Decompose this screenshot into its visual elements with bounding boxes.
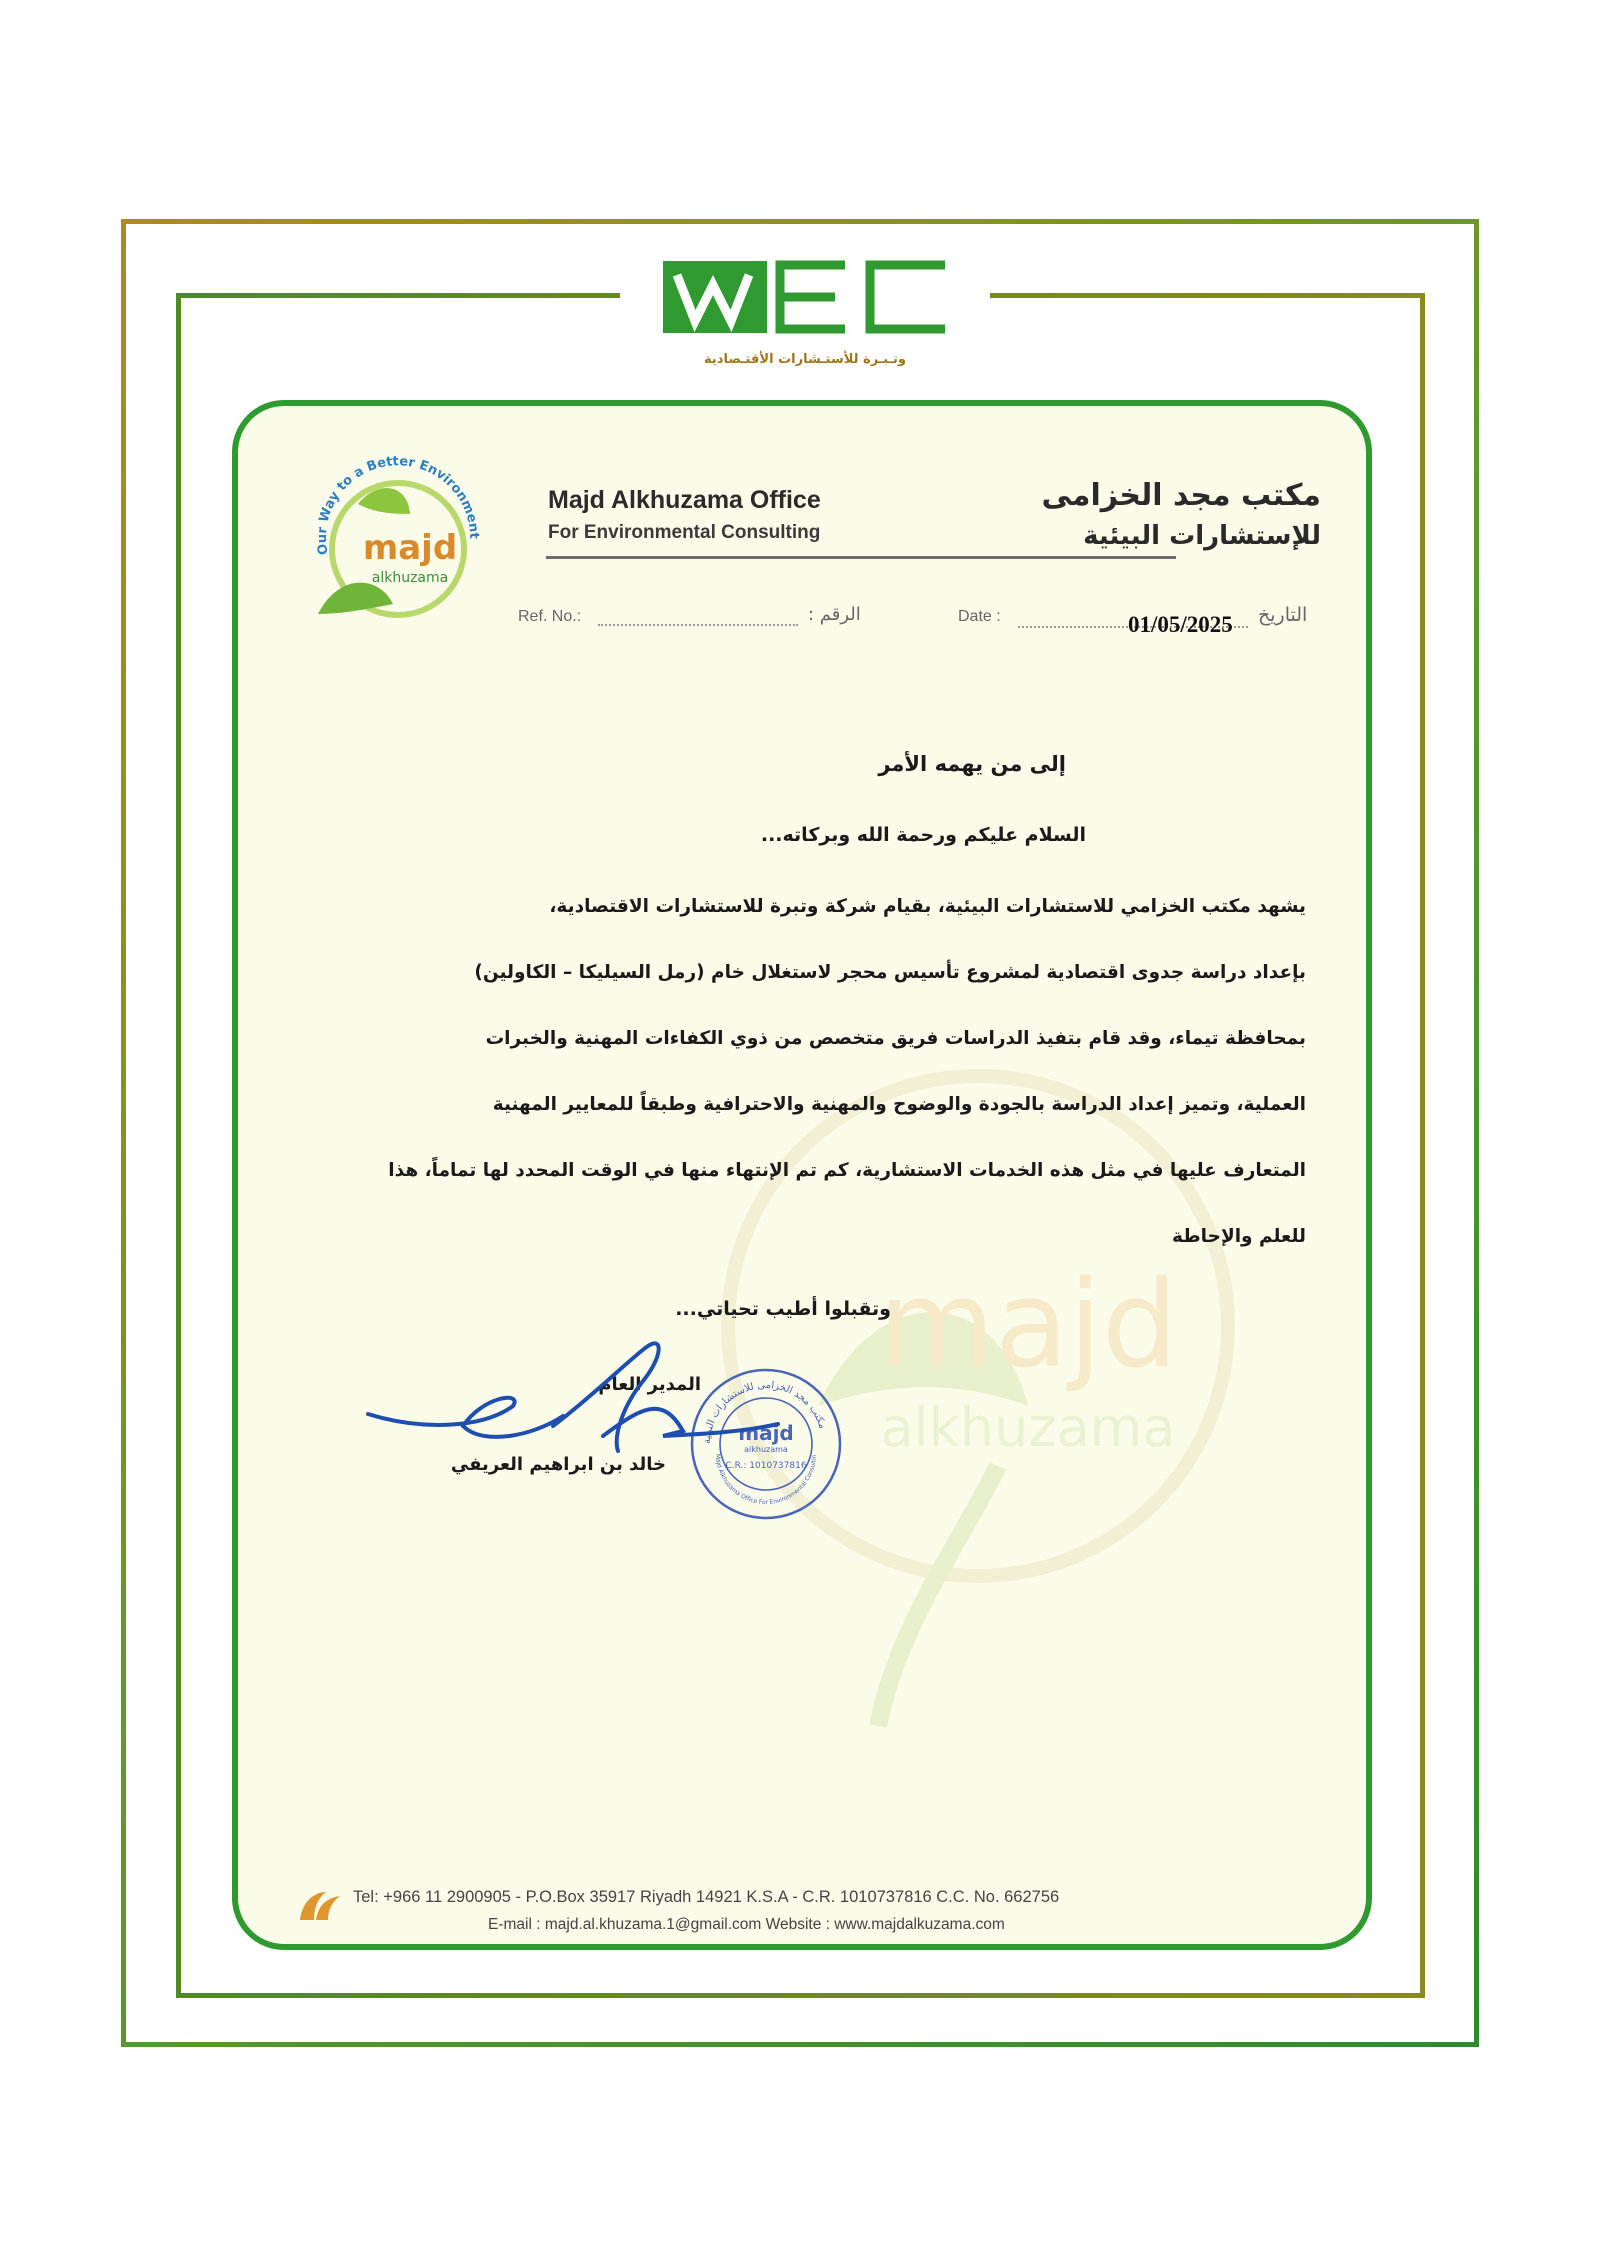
stamp-ring-text: مكتب مجد الخزامى للاستشارات البيئية — [701, 1379, 828, 1445]
watermark-brand-sub: alkhuzama — [880, 1396, 1176, 1459]
letter-body-line: بإعداد دراسة جدوى اقتصادية لمشروع تأسيس محجر لاستغلال خام (رمل السيليكا – الكاولين) — [474, 962, 1306, 983]
letter-body-line: للعلم والإحاطة — [1172, 1226, 1306, 1247]
date-value: 01/05/2025 — [1128, 612, 1233, 637]
footer-email-line: E-mail : majd.al.khuzama.1@gmail.com Website : www.majdalkuzama.com — [488, 1916, 1005, 1933]
header-divider — [546, 556, 1176, 559]
logo-arc-text: Our Way to a Better Environment — [314, 454, 482, 556]
date-label: Date : — [958, 608, 1001, 625]
ref-dots — [598, 624, 798, 626]
majd-alkhuzama-logo — [298, 444, 498, 644]
date-label-ar: التاريخ — [1258, 604, 1308, 626]
stamp-center: majd — [738, 1421, 794, 1445]
stamp-ring-text-en: Majd Alkhuzama Office For Environmental Consultin — [713, 1453, 819, 1507]
signer-title: المدير العام — [598, 1374, 701, 1395]
watermark-stem — [878, 1466, 998, 1726]
wec-logo — [655, 255, 955, 375]
letter-body-line: بمحافظة تيماء، وقد قام بتفيذ الدراسات فريق متخصص من ذوي الكفاءات المهنية والخبرات — [485, 1028, 1306, 1049]
signature-stroke-1 — [368, 1398, 563, 1437]
ref-label: Ref. No.: — [518, 608, 582, 625]
watermark-brand: majd — [878, 1256, 1178, 1395]
signature-stroke-3 — [603, 1409, 778, 1436]
logo-leaf-left — [318, 583, 393, 614]
wec-logo-c — [870, 265, 945, 329]
footer-icon-leaf-2 — [316, 1896, 340, 1920]
letter-body-line: العملية، وتميز إعداد الدراسة بالجودة والوضوح والمهنية والاحترافية وطبقاً للمعايير المهنية — [492, 1094, 1306, 1115]
signer-name: خالد بن ابراهيم العريفي — [450, 1454, 666, 1475]
letter-body-line: يشهد مكتب الخزامي للاستشارات البيئية، بقيام شركة وتبرة للاستشارات الاقتصادية، — [549, 896, 1306, 917]
footer-contact-line: Tel: +966 11 2900905 - P.O.Box 35917 Riyadh 14921 K.S.A - C.R. 1010737816 C.C. No. 662756 — [353, 1888, 1060, 1906]
logo-brand: majd — [362, 528, 458, 568]
letter-greeting: السلام عليكم ورحمة الله وبركاته... — [760, 824, 1086, 846]
letter-closing: وتقبلوا أطيب تحياتي... — [675, 1298, 891, 1320]
footer-logo-icon — [296, 1884, 344, 1924]
office-subtitle-ar: للإستشارات البيئية — [1083, 521, 1321, 551]
office-name-ar: مكتب مجد الخزامى — [1041, 478, 1321, 513]
office-subtitle-en: For Environmental Consulting — [548, 522, 821, 543]
wec-logo-tagline: وتـبـرة للأستـشارات الأقتـصادية — [704, 352, 906, 367]
letter-body-line: المتعارف عليها في مثل هذه الخدمات الاستشارية، كم تم الإنتهاء منها في الوقت المحدد لها تماماً، هذا — [388, 1160, 1306, 1181]
stamp-center-sub: alkhuzama — [744, 1445, 788, 1454]
letter-title: إلى من يهمه الأمر — [878, 752, 1066, 776]
stamp-cr: C.R.: 1010737816 — [725, 1461, 807, 1471]
letter-sheet — [232, 400, 1372, 1950]
office-name-en: Majd Alkhuzama Office — [548, 486, 821, 514]
ref-label-ar: الرقم : — [808, 604, 861, 625]
logo-brand-sub: alkhuzama — [371, 570, 449, 586]
wec-logo-e — [780, 265, 845, 329]
